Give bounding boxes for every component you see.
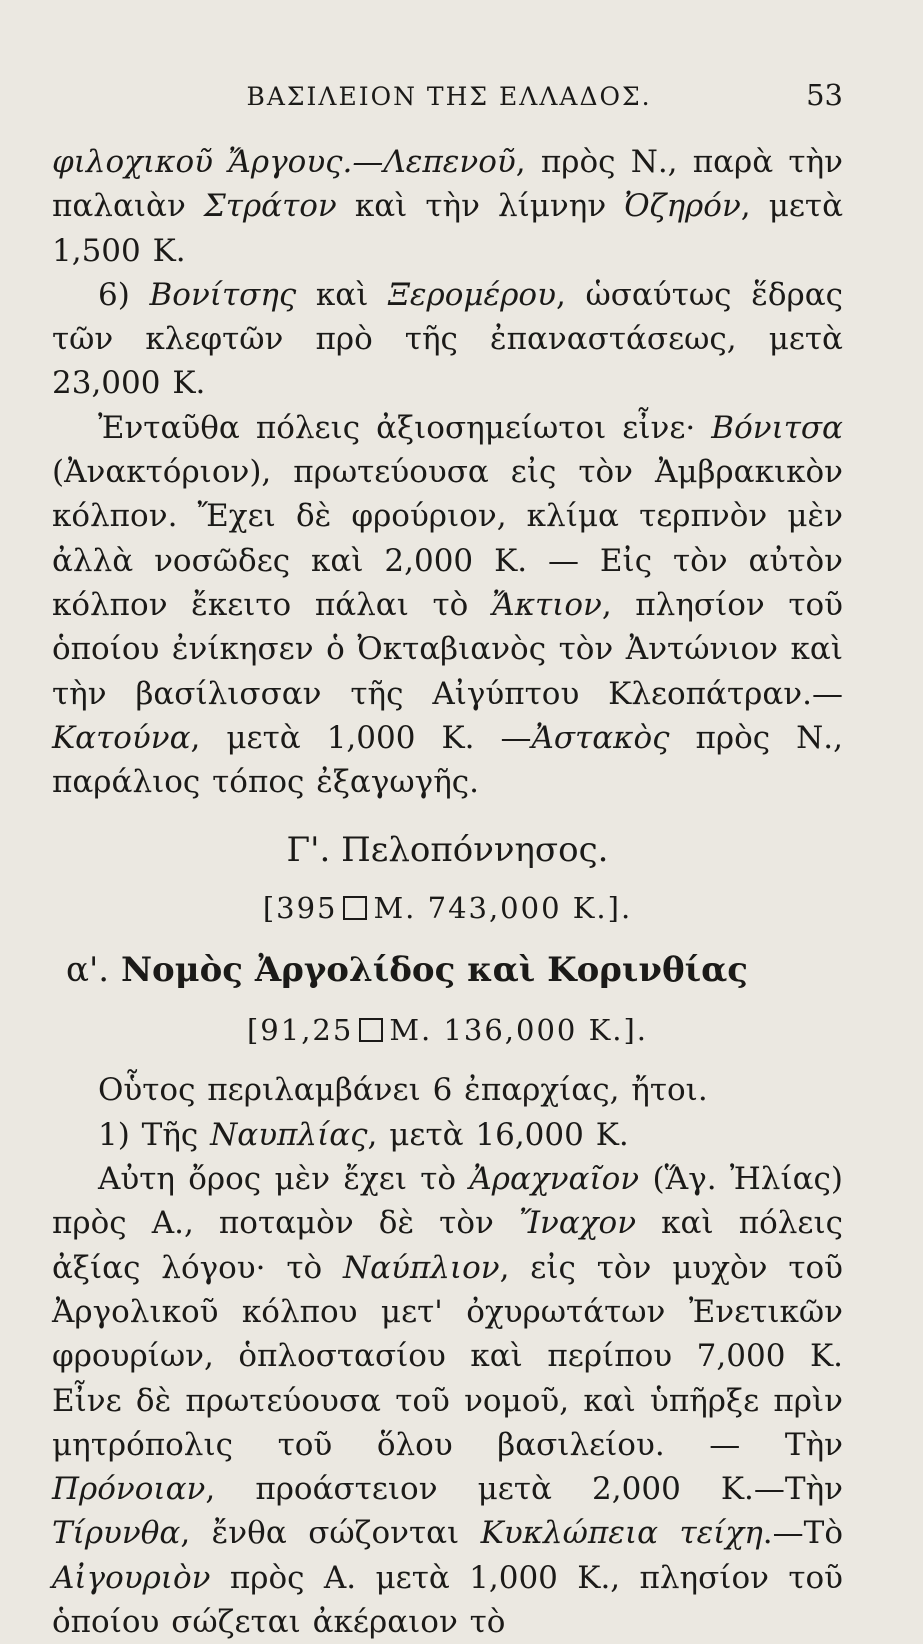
paragraph-nafplia-description bbox=[52, 1157, 843, 1644]
text-run: καὶ τὴν λίμνην bbox=[336, 188, 625, 225]
text-run: , μετὰ 1,500 Κ. bbox=[52, 188, 843, 269]
text-run: πρὸς Α. μετὰ 1,000 Κ., πλησίον τοῦ ὁποίου σώζεται ἀκέραιον τὸ bbox=[52, 1559, 843, 1641]
text-run: 6) bbox=[98, 276, 150, 313]
text-run: Κατούνα bbox=[52, 719, 191, 756]
text-run: , πλησίον τοῦ ὁποίου ἐνίκησεν ὁ Ὀκταβιανὸς τὸν Ἀντώνιον καὶ τὴν βασίλισσαν τῆς Αἰγύπτου Κλεοπάτραν.— bbox=[52, 586, 844, 712]
text-run: πρὸς Ν., παράλιος τόπος ἐξαγωγῆς. bbox=[52, 719, 843, 801]
paragraph-eparchies: Οὗτος περιλαμβάνει 6 ἐπαρχίας, ἤτοι. bbox=[98, 1072, 708, 1109]
text-run: Ἐνταῦθα πόλεις ἀξιοσημείωτοι εἶνε· bbox=[98, 409, 712, 446]
square-symbol-icon bbox=[343, 896, 367, 920]
text-run: Ξερομέρου bbox=[388, 276, 556, 313]
text-run: Ναύπλιον bbox=[343, 1249, 500, 1286]
text-run: Ἄκτιον bbox=[491, 586, 602, 623]
text-run: Αὐτη ὄρος μὲν ἔχει τὸ bbox=[98, 1161, 470, 1198]
text-run: Κυκλώπεια τείχη bbox=[480, 1515, 763, 1552]
text-run: , εἰς τὸν μυχὸν τοῦ Ἀργολικοῦ κόλπου μετ' ὀχυρωτάτων Ἐνετικῶν φρουρίων, ὁπλοστασίου καὶ περίπου 7,000 Κ. Εἶνε δὲ πρωτεύουσα τοῦ νομοῦ, καὶ ὑπῆρξε πρὶν μητρόπολις τοῦ ὅλου βασιλείου. — Τὴν bbox=[52, 1249, 843, 1463]
text-run: , ὡσαύτως ἕδρας τῶν κλεφτῶν πρὸ τῆς ἐπαναστάσεως, μετὰ 23,000 Κ. bbox=[52, 276, 844, 402]
text-run: 1) Τῆς bbox=[98, 1116, 211, 1153]
nomos-number: α'. bbox=[66, 950, 110, 991]
text-run: καὶ bbox=[296, 276, 389, 313]
text-run: Βόνιτσα bbox=[711, 409, 843, 446]
text-run: , πρὸς Ν., παρὰ τὴν παλαιὰν bbox=[52, 144, 843, 225]
section-title-peloponnisos: Γ'. Πελοπόννησος. bbox=[286, 830, 609, 871]
area-value: [91,25 bbox=[246, 1013, 354, 1048]
area-value: [395 bbox=[262, 891, 338, 926]
population-value: Μ. 136,000 Κ.]. bbox=[389, 1013, 649, 1048]
text-run: φιλοχικοῦ Ἄργους.—Λεπενοῦ bbox=[52, 144, 516, 180]
text-run: .—Τὸ bbox=[762, 1515, 843, 1552]
text-run: Στράτον bbox=[203, 188, 337, 225]
text-run: Ἀραχναῖον bbox=[469, 1161, 640, 1198]
text-run: Αἰγουριὸν bbox=[52, 1559, 211, 1596]
running-head: ΒΑΣΙΛΕΙΟΝ ΤΗΣ ΕΛΛΑΔΟΣ. bbox=[246, 82, 652, 111]
text-run: (Ἅγ. Ἠλίας) πρὸς Α., ποταμὸν δὲ τὸν bbox=[52, 1161, 843, 1242]
page-number: 53 bbox=[806, 78, 843, 112]
paragraph-vonitsa-xiromero bbox=[52, 273, 843, 406]
paragraph-aitoloakarnania-continued bbox=[52, 140, 843, 273]
paragraph-nafplia bbox=[52, 1113, 843, 1157]
text-run: καὶ πόλεις ἀξίας λόγου· τὸ bbox=[52, 1205, 843, 1286]
section-stats bbox=[52, 882, 843, 934]
text-run: Πρόνοιαν bbox=[52, 1471, 206, 1508]
text-run: Ὀζηρόν bbox=[624, 188, 741, 225]
text-run: , μετὰ 16,000 Κ. bbox=[367, 1116, 629, 1153]
text-run: , ἔνθα σώζονται bbox=[180, 1515, 481, 1552]
population-value: Μ. 743,000 Κ.]. bbox=[373, 891, 633, 926]
text-run: Ναυπλίας bbox=[210, 1116, 368, 1153]
page-header bbox=[52, 78, 843, 140]
text-run: Ἴναχον bbox=[518, 1205, 637, 1242]
paragraph-cities bbox=[52, 406, 843, 805]
nomos-title: Νομὸς Ἀργολίδος καὶ Κορινθίας bbox=[120, 950, 748, 991]
nomos-stats bbox=[52, 1004, 843, 1056]
text-run: Βονίτσης bbox=[149, 276, 297, 313]
nomos-heading bbox=[52, 942, 843, 998]
text-run: , προάστειον μετὰ 2,000 Κ.—Τὴν bbox=[205, 1471, 843, 1508]
square-symbol-icon bbox=[359, 1018, 383, 1042]
text-run: , μετὰ 1,000 Κ. — bbox=[190, 719, 532, 756]
text-run: Τίρυνθα bbox=[52, 1515, 181, 1552]
text-run: (Ἀνακτόριον), πρωτεύουσα εἰς τὸν Ἀμβρακικὸν κόλπον. Ἔχει δὲ φρούριον, κλίμα τερπνὸν μὲν ἀλλὰ νοσῶδες καὶ 2,000 Κ. — Εἰς τὸν αὐτὸν κόλπον ἔκειτο πάλαι τὸ bbox=[52, 454, 843, 623]
text-run: Ἀστακὸς bbox=[531, 719, 670, 756]
